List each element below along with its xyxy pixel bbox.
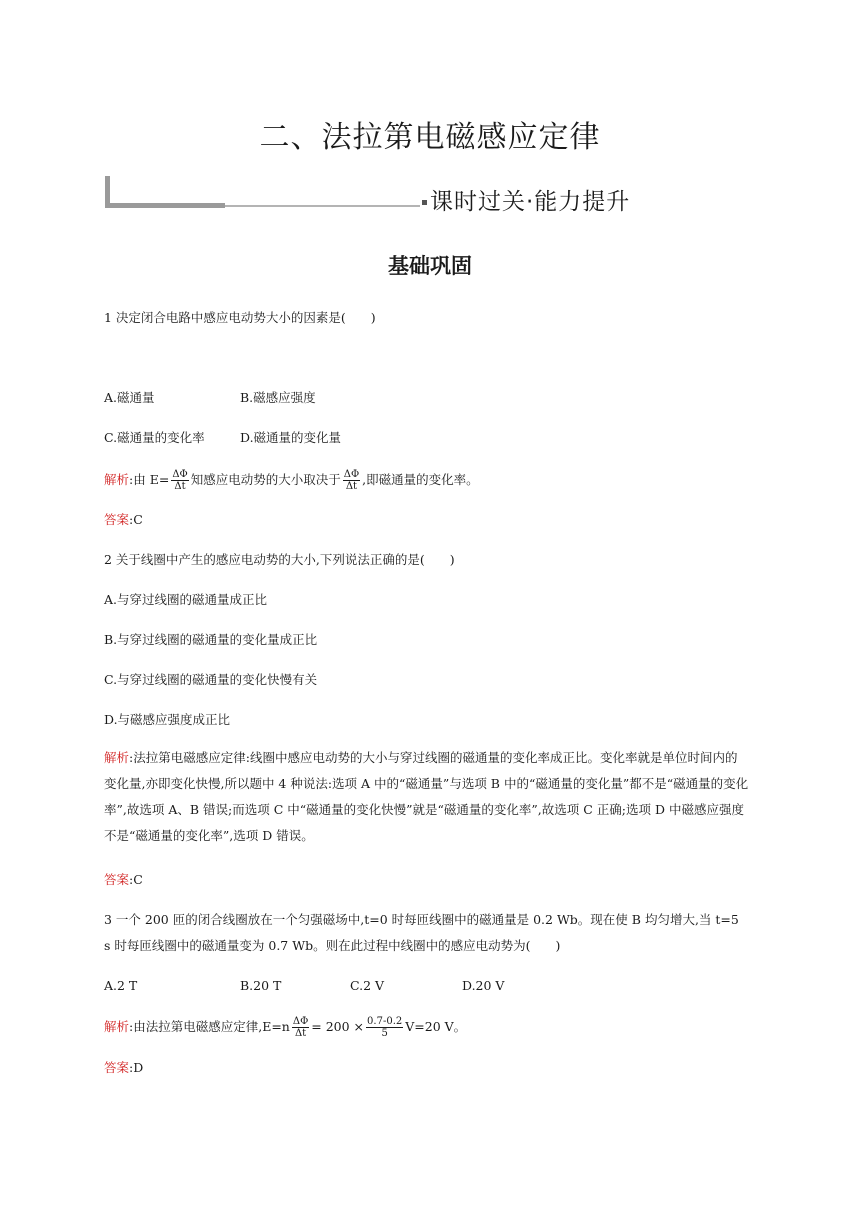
fraction-denominator: Δt bbox=[174, 481, 186, 492]
question-3-option-c: C.2 V bbox=[350, 978, 385, 993]
section-title: 课时过关·能力提升 bbox=[430, 189, 631, 215]
question-3-analysis bbox=[104, 1014, 466, 1040]
question-1-option-d: D.磁通量的变化量 bbox=[240, 430, 342, 445]
formula-fraction bbox=[343, 469, 360, 492]
question-1-stem: 1 决定闭合电路中感应电动势大小的因素是( ) bbox=[104, 310, 376, 325]
question-3-answer bbox=[104, 1059, 143, 1077]
question-1-option-a: A.磁通量 bbox=[104, 390, 155, 405]
analysis-text-part: V=20 V。 bbox=[405, 1019, 467, 1034]
question-1-option-c: C.磁通量的变化率 bbox=[104, 430, 205, 445]
question-2-option-b: B.与穿过线圈的磁通量的变化量成正比 bbox=[104, 632, 318, 647]
question-3-stem: 3 一个 200 匝的闭合线圈放在一个匀强磁场中,t=0 时每匝线圈中的磁通量是 0.2 Wb。现在使 B 均匀增大,当 t=5 s 时每匝线圈中的磁通量变为 0.7 Wb。则在此过程中线圈中的感应电动势为( ) bbox=[104, 912, 739, 953]
fraction-denominator: Δt bbox=[294, 1028, 307, 1039]
question-1-option-b: B.磁感应强度 bbox=[240, 390, 316, 405]
fraction-denominator: 5 bbox=[381, 1028, 388, 1039]
fraction-numerator: 0.7-0.2 bbox=[367, 1016, 403, 1027]
formula-fraction bbox=[171, 469, 188, 492]
fraction-numerator: ΔΦ bbox=[343, 469, 360, 480]
answer-label: 答案 bbox=[104, 1060, 130, 1075]
answer-value: :C bbox=[129, 512, 143, 527]
banner-square-marker bbox=[422, 200, 427, 205]
question-2-option-a: A.与穿过线圈的磁通量成正比 bbox=[104, 592, 268, 607]
formula-fraction bbox=[292, 1016, 309, 1039]
answer-label: 答案 bbox=[104, 512, 130, 527]
analysis-text-part: :由 E= bbox=[129, 472, 170, 487]
analysis-text-part: 知感应电动势的大小取决于 bbox=[190, 472, 341, 487]
question-1-analysis bbox=[104, 467, 479, 493]
fraction-numerator: ΔΦ bbox=[172, 469, 188, 480]
analysis-text-part: ,即磁通量的变化率。 bbox=[362, 472, 479, 487]
question-2-analysis bbox=[104, 745, 749, 849]
answer-value: :C bbox=[129, 872, 143, 887]
analysis-label: 解析 bbox=[104, 1019, 130, 1034]
question-3-option-a: A.2 T bbox=[104, 978, 138, 993]
analysis-label: 解析 bbox=[104, 750, 130, 765]
question-2-answer bbox=[104, 871, 143, 889]
question-2-stem: 2 关于线圈中产生的感应电动势的大小,下列说法正确的是( ) bbox=[104, 552, 455, 567]
analysis-text: :法拉第电磁感应定律:线圈中感应电动势的大小与穿过线圈的磁通量的变化率成正比。变化率就是单位时间内的变化量,亦即变化快慢,所以题中 4 种说法:选项 A 中的“磁通量”与选项 B 中的“磁通量的变化量”都不是“磁通量的变化率”,故选项 A、B 错误;而选项 C 中“磁通量的变化快慢”就是“磁通量的变化率”,故选项 C 正确;选项 D 中磁感应强度不是“磁通量的变化率”,选项 D 错误。 bbox=[104, 750, 749, 843]
fraction-denominator: Δt bbox=[345, 481, 358, 492]
question-3-option-b: B.20 T bbox=[240, 978, 282, 993]
answer-value: :D bbox=[129, 1060, 144, 1075]
analysis-label: 解析 bbox=[104, 472, 130, 487]
analysis-text-part: = 200 × bbox=[311, 1019, 365, 1034]
banner-rule-line bbox=[225, 205, 420, 207]
question-2-option-d: D.与磁感应强度成正比 bbox=[104, 712, 231, 727]
sub-title: 基础巩固 bbox=[388, 254, 472, 278]
question-1-answer bbox=[104, 511, 143, 529]
question-3-option-d: D.20 V bbox=[462, 978, 505, 993]
banner-decoration-horizontal bbox=[105, 203, 225, 208]
answer-label: 答案 bbox=[104, 872, 130, 887]
fraction-numerator: ΔΦ bbox=[292, 1016, 309, 1027]
formula-fraction bbox=[366, 1016, 403, 1039]
page-title: 二、法拉第电磁感应定律 bbox=[259, 120, 601, 155]
analysis-text-part: :由法拉第电磁感应定律,E=n bbox=[129, 1019, 290, 1034]
question-2-option-c: C.与穿过线圈的磁通量的变化快慢有关 bbox=[104, 672, 318, 687]
